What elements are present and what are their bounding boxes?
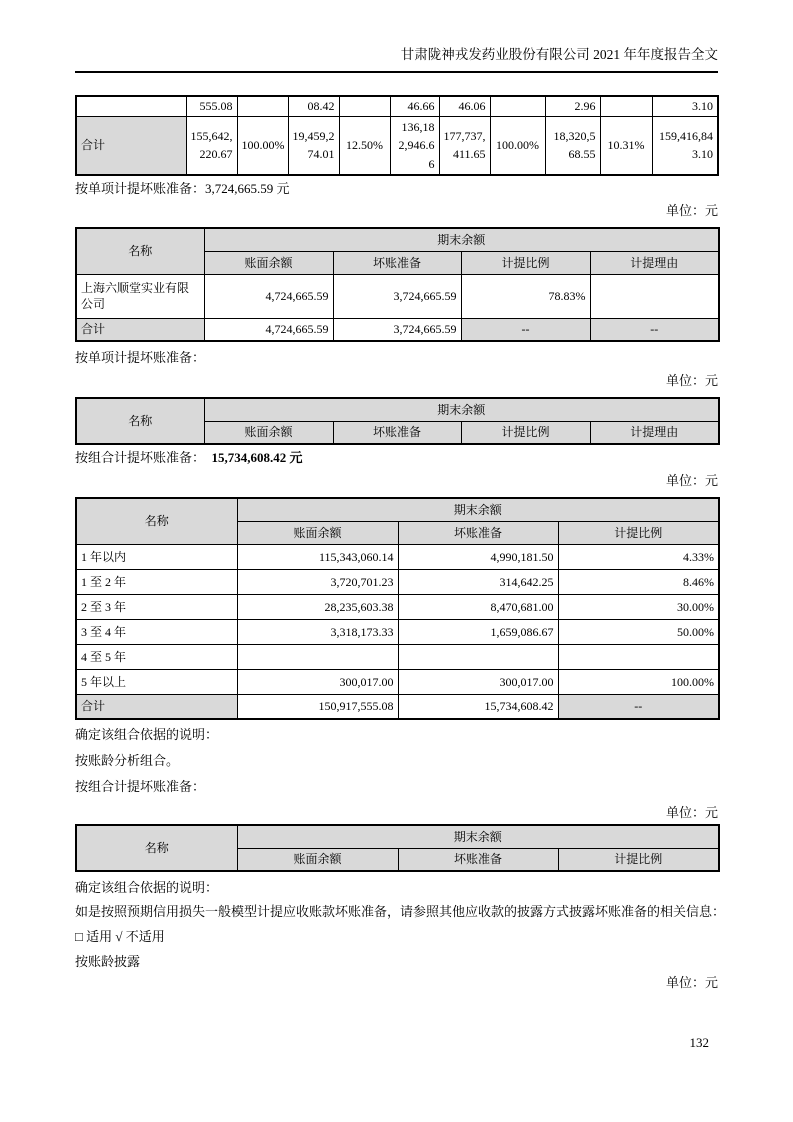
table-row-total xyxy=(76,694,719,719)
note-group-provision xyxy=(75,450,718,466)
note-basis-title: 确定该组合依据的说明： xyxy=(75,880,219,896)
note-group-provision-empty: 按组合计提坏账准备： xyxy=(75,779,206,795)
cell-provision-ratio xyxy=(558,644,719,669)
page-header xyxy=(75,46,718,73)
note-single-item-provision-empty: 按单项计提坏账准备： xyxy=(75,350,206,366)
header-period-end: 期末余额 xyxy=(237,498,719,521)
cell-aging-bucket: 1 至 2 年 xyxy=(76,569,237,594)
cell-provision-ratio: 50.00% xyxy=(558,619,719,644)
cell-name: 上海六顺堂实业有限公司 xyxy=(76,274,204,318)
cell-bad-debt-provision xyxy=(398,644,558,669)
cell-bad-debt-provision: 4,990,181.50 xyxy=(398,544,558,569)
cell-value: 08.42 xyxy=(288,96,339,116)
header-bad-debt-provision: 坏账准备 xyxy=(398,848,558,871)
cell-total-value: 18,320,568.55 xyxy=(545,116,600,175)
table-single-item-provision xyxy=(75,227,720,342)
note-aging-disclosure: 按账龄披露 xyxy=(75,954,141,970)
cell-book-balance: 300,017.00 xyxy=(237,669,398,694)
cell-total-balance: 150,917,555.08 xyxy=(237,694,398,719)
cell-total-ratio: -- xyxy=(461,318,590,341)
header-provision-reason: 计提理由 xyxy=(590,251,719,274)
cell-total-value: 177,737,411.65 xyxy=(439,116,490,175)
table-row xyxy=(76,274,719,318)
cell-aging-bucket: 1 年以内 xyxy=(76,544,237,569)
header-bad-debt-provision: 坏账准备 xyxy=(398,521,558,544)
table-row xyxy=(76,669,719,694)
cell-value xyxy=(490,96,545,116)
table-aging-provision xyxy=(75,497,720,720)
header-name: 名称 xyxy=(76,398,204,444)
note-aging-combo: 按账龄分析组合。 xyxy=(75,753,180,769)
cell-total-provision: 15,734,608.42 xyxy=(398,694,558,719)
cell-label xyxy=(76,96,186,116)
cell-total-label: 合计 xyxy=(76,318,204,341)
report-page xyxy=(75,0,726,991)
cell-provision-ratio: 8.46% xyxy=(558,569,719,594)
note-basis-title: 确定该组合依据的说明： xyxy=(75,727,219,743)
cell-book-balance: 3,720,701.23 xyxy=(237,569,398,594)
table-row xyxy=(76,544,719,569)
note-group-provision-amount: 15,734,608.42 元 xyxy=(211,450,303,466)
cell-bad-debt-provision: 3,724,665.59 xyxy=(333,274,461,318)
cell-provision-ratio: 78.83% xyxy=(461,274,590,318)
cell-total-label: 合计 xyxy=(76,694,237,719)
cell-value: 46.66 xyxy=(390,96,439,116)
cell-total-value: 10.31% xyxy=(600,116,652,175)
unit-label: 单位：元 xyxy=(665,203,718,219)
cell-aging-bucket: 4 至 5 年 xyxy=(76,644,237,669)
table-continuation xyxy=(75,95,719,176)
cell-value: 3.10 xyxy=(652,96,718,116)
cell-value xyxy=(339,96,390,116)
cell-total-reason: -- xyxy=(590,318,719,341)
header-provision-ratio: 计提比例 xyxy=(558,848,719,871)
cell-bad-debt-provision: 314,642.25 xyxy=(398,569,558,594)
table-header-row xyxy=(76,398,719,421)
cell-value: 555.08 xyxy=(186,96,237,116)
cell-provision-ratio: 100.00% xyxy=(558,669,719,694)
cell-value: 46.06 xyxy=(439,96,490,116)
header-book-balance: 账面余额 xyxy=(237,521,398,544)
table-row-partial xyxy=(76,96,718,116)
header-period-end: 期末余额 xyxy=(237,825,719,848)
cell-provision-reason xyxy=(590,274,719,318)
cell-provision-ratio: 4.33% xyxy=(558,544,719,569)
cell-value xyxy=(600,96,652,116)
cell-bad-debt-provision: 1,659,086.67 xyxy=(398,619,558,644)
header-provision-ratio: 计提比例 xyxy=(461,251,590,274)
cell-book-balance: 28,235,603.38 xyxy=(237,594,398,619)
table-row-total xyxy=(76,116,718,175)
header-name: 名称 xyxy=(76,228,204,274)
unit-label: 单位：元 xyxy=(665,373,718,389)
cell-total-balance: 4,724,665.59 xyxy=(204,318,333,341)
page-number: 132 xyxy=(689,1035,709,1050)
cell-total-value: 136,182,946.66 xyxy=(390,116,439,175)
cell-total-value: 155,642,220.67 xyxy=(186,116,237,175)
table-header-row xyxy=(76,228,719,251)
cell-total-provision: 3,724,665.59 xyxy=(333,318,461,341)
header-name: 名称 xyxy=(76,825,237,871)
table-row xyxy=(76,619,719,644)
cell-book-balance: 3,318,173.33 xyxy=(237,619,398,644)
table-header-row xyxy=(76,498,719,521)
cell-book-balance xyxy=(237,644,398,669)
cell-aging-bucket: 3 至 4 年 xyxy=(76,619,237,644)
cell-total-label: 合计 xyxy=(76,116,186,175)
table-row-total xyxy=(76,318,719,341)
table-group-provision-blank xyxy=(75,824,720,872)
cell-value xyxy=(237,96,288,116)
note-ecl-model: 如是按照预期信用损失一般模型计提应收账款坏账准备，请参照其他应收款的披露方式披露坏账准备的相关信息： xyxy=(75,904,726,920)
cell-total-value: 12.50% xyxy=(339,116,390,175)
header-provision-ratio: 计提比例 xyxy=(558,521,719,544)
header-bad-debt-provision: 坏账准备 xyxy=(333,251,461,274)
cell-total-ratio: -- xyxy=(558,694,719,719)
cell-aging-bucket: 5 年以上 xyxy=(76,669,237,694)
table-row xyxy=(76,644,719,669)
unit-label: 单位：元 xyxy=(665,473,718,489)
cell-value: 2.96 xyxy=(545,96,600,116)
header-book-balance: 账面余额 xyxy=(204,421,333,444)
cell-total-value: 159,416,843.10 xyxy=(652,116,718,175)
table-row xyxy=(76,569,719,594)
table-single-item-provision-blank xyxy=(75,397,720,445)
cell-total-value: 100.00% xyxy=(237,116,288,175)
cell-aging-bucket: 2 至 3 年 xyxy=(76,594,237,619)
header-period-end: 期末余额 xyxy=(204,228,719,251)
header-book-balance: 账面余额 xyxy=(204,251,333,274)
unit-label: 单位：元 xyxy=(665,805,718,821)
header-bad-debt-provision: 坏账准备 xyxy=(333,421,461,444)
unit-label: 单位：元 xyxy=(665,975,718,991)
table-row xyxy=(76,594,719,619)
report-header-title: 甘肃陇神戎发药业股份有限公司 2021 年年度报告全文 xyxy=(400,47,718,62)
cell-bad-debt-provision: 300,017.00 xyxy=(398,669,558,694)
cell-bad-debt-provision: 8,470,681.00 xyxy=(398,594,558,619)
cell-total-value: 19,459,274.01 xyxy=(288,116,339,175)
cell-total-value: 100.00% xyxy=(490,116,545,175)
note-applicable-checkbox: □ 适用 √ 不适用 xyxy=(75,929,165,945)
cell-provision-ratio: 30.00% xyxy=(558,594,719,619)
note-single-item-provision: 按单项计提坏账准备：3,724,665.59 元 xyxy=(75,181,290,197)
header-name: 名称 xyxy=(76,498,237,544)
cell-book-balance: 4,724,665.59 xyxy=(204,274,333,318)
header-provision-reason: 计提理由 xyxy=(590,421,719,444)
header-provision-ratio: 计提比例 xyxy=(461,421,590,444)
table-header-row xyxy=(76,825,719,848)
header-book-balance: 账面余额 xyxy=(237,848,398,871)
note-group-provision-prefix: 按组合计提坏账准备： xyxy=(75,450,206,466)
header-period-end: 期末余额 xyxy=(204,398,719,421)
cell-book-balance: 115,343,060.14 xyxy=(237,544,398,569)
